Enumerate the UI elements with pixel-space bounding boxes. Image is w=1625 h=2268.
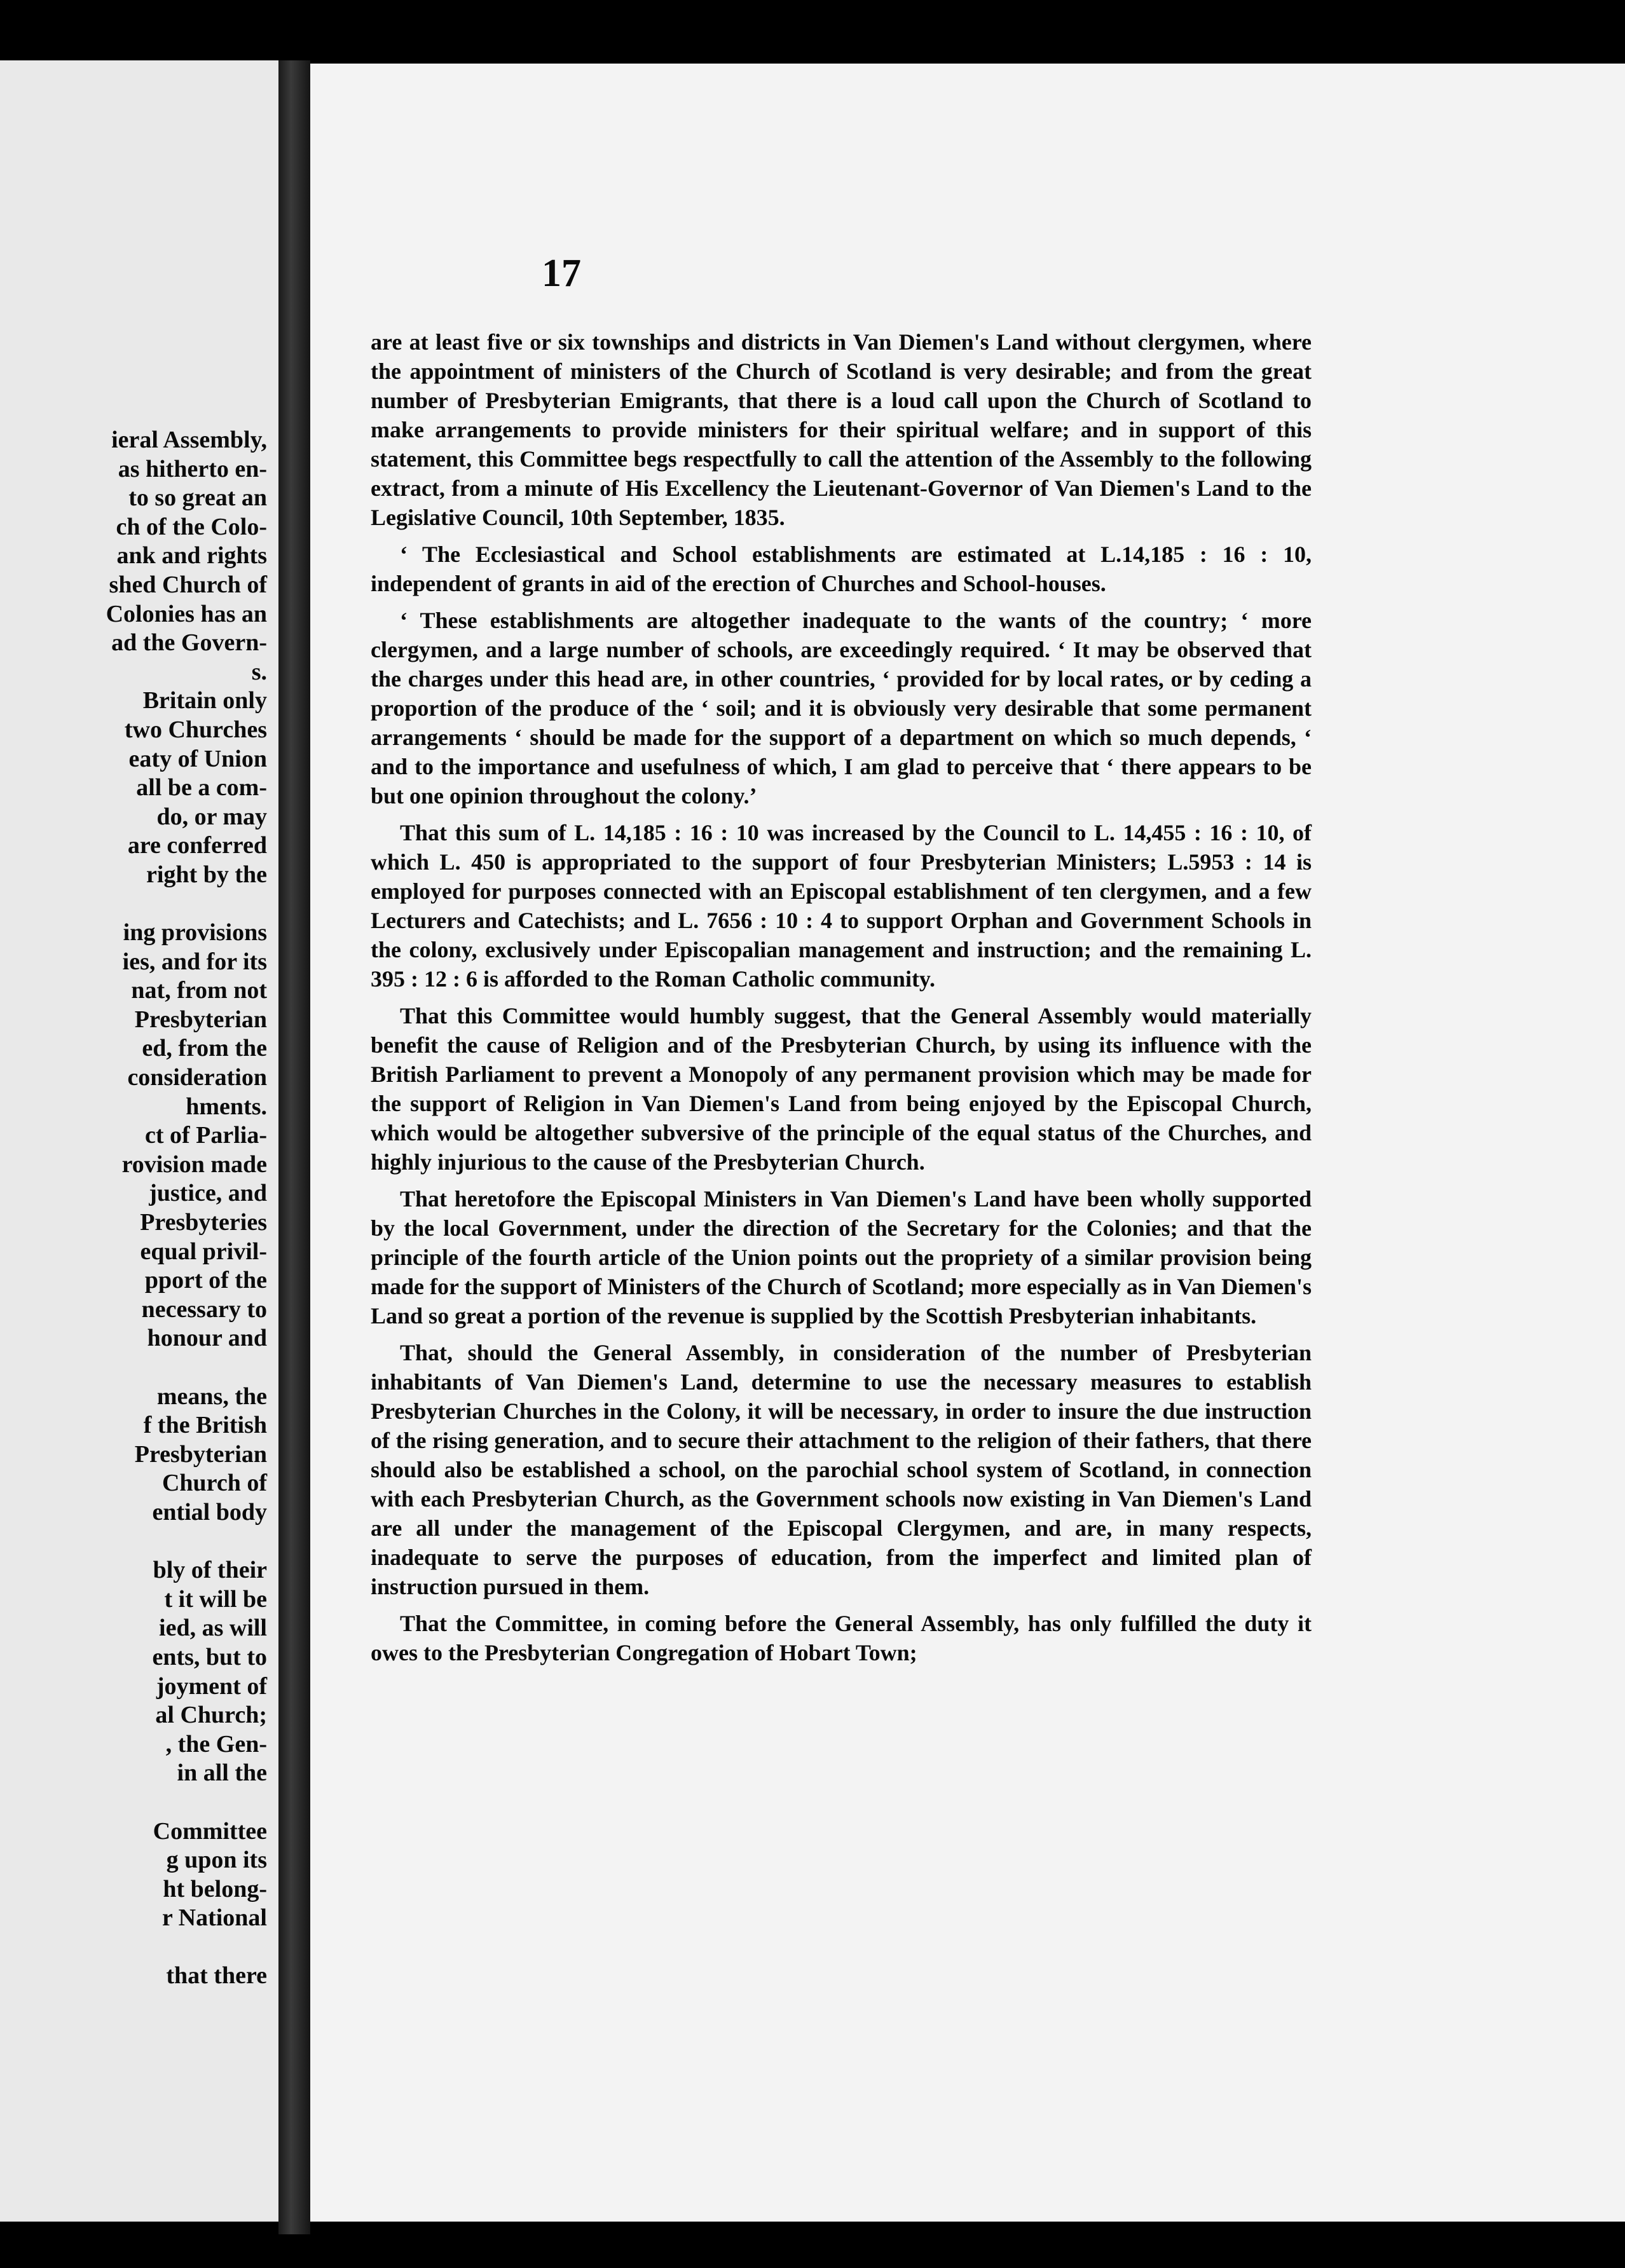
left-line: two Churches	[124, 716, 267, 743]
left-line: consideration	[127, 1064, 267, 1091]
left-line: , the Gen-	[165, 1730, 267, 1758]
paragraph: That the Committee, in coming before the General Assembly, has only fulfilled the duty it owes to the Presbyterian Congregation of Hobart Town;	[371, 1611, 1312, 1665]
left-line: ential body	[152, 1498, 267, 1526]
left-line: pport of the	[144, 1267, 267, 1294]
left-line: g upon its	[166, 1847, 267, 1874]
left-line: f the British	[143, 1412, 267, 1439]
left-line: as hitherto en-	[118, 455, 267, 482]
page-number: 17	[542, 252, 581, 295]
left-line: ch of the Colo-	[116, 513, 267, 540]
left-line: Presbyteries	[140, 1209, 267, 1236]
left-line: Committee	[153, 1817, 267, 1845]
left-line: honour and	[147, 1325, 267, 1352]
paragraph: That this sum of L. 14,185 : 16 : 10 was increased by the Council to L. 14,455 : 16 : 10, of which L. 450 is appropriated to the support of four Presbyterian Ministers; L.5953 : 14 is employed for purposes connected with an Episcopal establishment of ten clergymen, and a few Lecturers and Catechists; and L. 7656 : 10 : 4 to support Orphan and Government Schools in the colony, exclusively under Episcopalian management and instruction; and the remaining L. 395 : 12 : 6 is afforded to the Roman Catholic community.	[371, 820, 1312, 992]
left-page-text-fragments	[0, 426, 267, 1991]
left-page	[0, 60, 282, 2222]
left-line: shed Church of	[109, 571, 267, 598]
left-line: ies, and for its	[122, 948, 267, 975]
left-line: means, the	[156, 1383, 267, 1410]
book-gutter	[278, 60, 310, 2234]
paragraph: That, should the General Assembly, in consideration of the number of Presbyterian inhabitants of Van Diemen's Land, determine to use the necessary measures to establish Presbyterian Churches in the Colony, it will be necessary, in order to insure the due instruction of the rising generation, and to secure their attachment to the religion of their fathers, that there should also be established a school, on the parochial school system of Scotland, in connection with each Presbyterian Church, as the Government schools now existing in Van Diemen's Land are all under the management of the Episcopal Clergymen, and are, in many respects, inadequate to serve the purposes of education, from the imperfect and limited plan of instruction pursued in them.	[371, 1340, 1312, 1599]
left-line: joyment of	[156, 1672, 267, 1700]
left-line: equal privil-	[140, 1238, 267, 1265]
left-line: Presbyterian	[134, 1440, 267, 1468]
left-line: ed, from the	[142, 1035, 267, 1062]
left-line: eaty of Union	[128, 745, 267, 772]
left-line: to so great an	[128, 484, 267, 512]
left-line: nat, from not	[131, 977, 267, 1004]
left-line: ct of Parlia-	[144, 1122, 267, 1149]
left-line: ht belong-	[163, 1875, 267, 1903]
left-line: bly of their	[153, 1557, 267, 1584]
left-line: ad the Govern-	[111, 629, 267, 657]
left-line: all be a com-	[136, 774, 267, 802]
left-line: rovision made	[121, 1151, 267, 1178]
left-line	[0, 1527, 267, 1557]
left-line: ank and rights	[116, 542, 267, 570]
page-body	[371, 327, 1312, 1675]
left-line: right by the	[146, 861, 267, 888]
left-line: that there	[166, 1962, 267, 1990]
left-line: al Church;	[155, 1702, 267, 1729]
left-line	[0, 1353, 267, 1383]
left-line: t it will be	[164, 1585, 267, 1613]
left-line	[0, 1788, 267, 1817]
left-line: Colonies has an	[106, 600, 267, 627]
left-line	[0, 1933, 267, 1962]
paragraph: ‘ These establishments are altogether inadequate to the wants of the country; ‘ more clergymen, and a large number of schools, are exceedingly required. ‘ It may be observed that the charges under this head are, in other countries, ‘ provided for by local rates, or by ceding a proportion of the produce of the ‘ soil; and it is obviously very desirable that some permanent arrangements ‘ should be made for the support of a department on which so much depends, ‘ and to the importance and usefulness of which, I am glad to perceive that ‘ there appears to be but one opinion throughout the colony.’	[371, 608, 1312, 809]
left-line: in all the	[177, 1759, 267, 1787]
left-line: are conferred	[127, 832, 267, 859]
left-line: Church of	[161, 1470, 267, 1497]
left-line: ing provisions	[123, 919, 267, 946]
left-line: s.	[251, 658, 267, 685]
paragraph: ‘ The Ecclesiastical and School establishments are estimated at L.14,185 : 16 : 10, independent of grants in aid of the erection of Churches and School-houses.	[371, 542, 1312, 596]
left-line: ied, as will	[159, 1615, 267, 1642]
left-line: justice, and	[149, 1180, 267, 1207]
paragraph: are at least five or six townships and districts in Van Diemen's Land without clergymen, where the appointment of ministers of the Church of Scotland is very desirable; and from the great number of Presbyterian Emigrants, that there is a loud call upon the Church of Scotland to make arrangements to provide ministers for their spiritual welfare; and in support of this statement, this Committee begs respectfully to call the attention of the Assembly to the following extract, from a minute of His Excellency the Lieutenant-Governor of Van Diemen's Land to the Legislative Council, 10th September, 1835.	[371, 329, 1312, 530]
left-line: Presbyterian	[134, 1006, 267, 1033]
paragraph: That heretofore the Episcopal Ministers in Van Diemen's Land have been wholly supported by the local Government, under the direction of the Secretary for the Colonies; and that the principle of the fourth article of the Union points out the propriety of a similar provision being made for the support of Ministers of the Church of Scotland; more especially as in Van Diemen's Land so great a portion of the revenue is supplied by the Scottish Presbyterian inhabitants.	[371, 1186, 1312, 1329]
left-line	[0, 890, 267, 919]
left-line: ents, but to	[152, 1643, 267, 1670]
left-line: do, or may	[156, 803, 267, 830]
left-line: r National	[161, 1904, 267, 1932]
left-line: hments.	[186, 1093, 267, 1120]
left-line: Britain only	[142, 687, 267, 714]
paragraph: That this Committee would humbly suggest, that the General Assembly would materially benefit the cause of Religion and of the Presbyterian Church, by using its influence with the British Parliament to prevent a Monopoly of any permanent provision which may be made for the support of Religion in Van Diemen's Land from being enjoyed by the Episcopal Church, which would be altogether subversive of the principle of the equal status of the Churches, and highly injurious to the cause of the Presbyterian Church.	[371, 1003, 1312, 1175]
left-line: ieral Assembly,	[111, 427, 267, 453]
left-line: necessary to	[141, 1295, 267, 1323]
